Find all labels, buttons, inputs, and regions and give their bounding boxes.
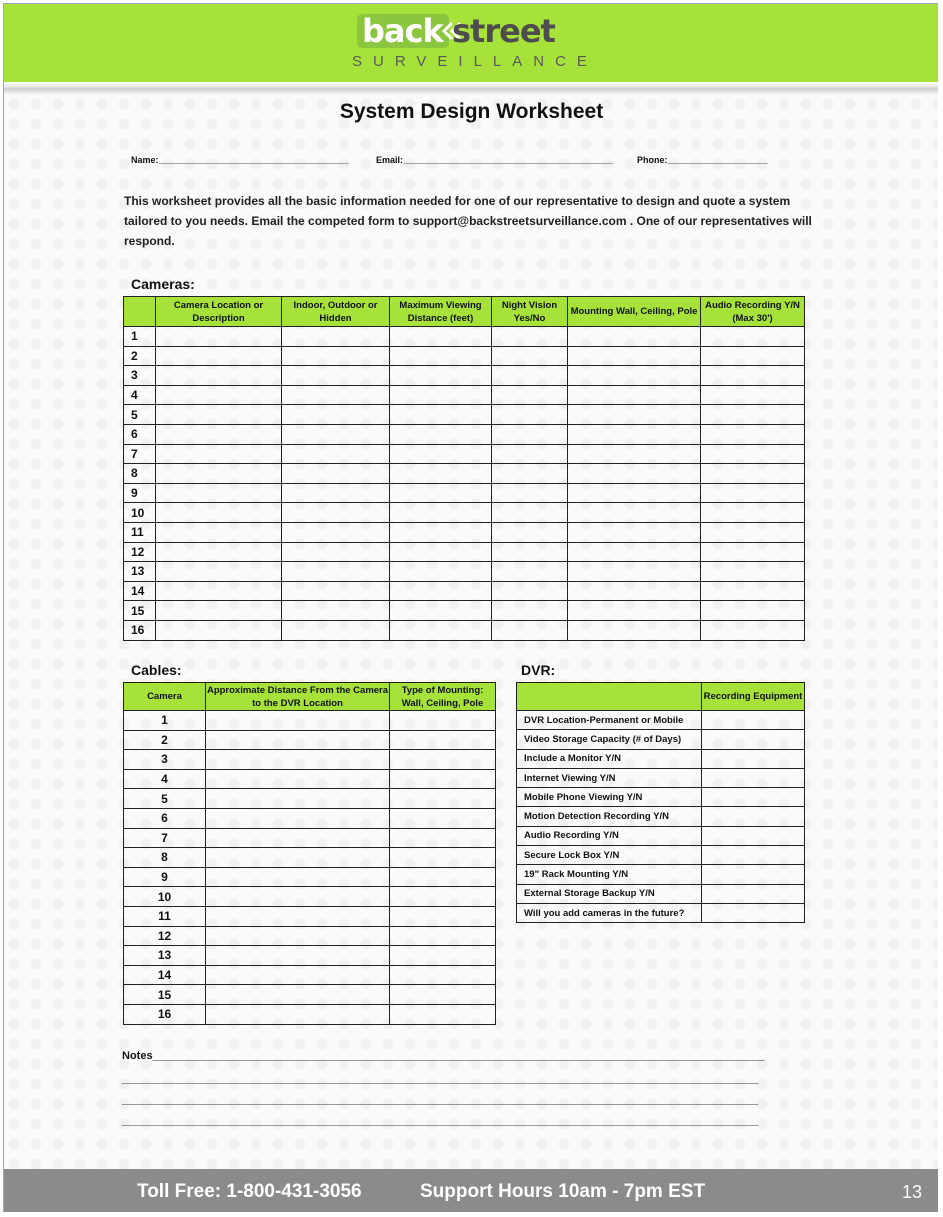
header-divider — [4, 82, 938, 94]
dvr-col-header: Recording Equipment — [702, 683, 805, 711]
row-number: 10 — [124, 887, 206, 907]
dvr-item-label: Internet Viewing Y/N — [517, 768, 702, 787]
entry-cell[interactable] — [701, 581, 805, 601]
table-row — [124, 965, 496, 985]
entry-cell[interactable] — [492, 385, 568, 405]
entry-cell[interactable] — [390, 346, 492, 366]
row-number: 2 — [124, 730, 206, 750]
cameras-table — [123, 296, 805, 641]
cameras-col-header: Camera Location or Description — [156, 297, 282, 327]
entry-cell[interactable] — [568, 620, 701, 640]
entry-cell[interactable] — [282, 503, 390, 523]
entry-cell[interactable] — [390, 926, 496, 946]
row-number: 14 — [124, 965, 206, 985]
entry-cell[interactable] — [702, 749, 805, 768]
row-number: 15 — [124, 601, 156, 621]
entry-cell[interactable] — [701, 366, 805, 386]
table-row — [124, 828, 496, 848]
entry-cell[interactable] — [390, 828, 496, 848]
entry-cell[interactable] — [206, 867, 390, 887]
entry-cell[interactable] — [492, 562, 568, 582]
row-number: 4 — [124, 769, 206, 789]
table-row — [124, 620, 805, 640]
dvr-item-label: Audio Recording Y/N — [517, 826, 702, 845]
notes-line-4[interactable]: ________________________________________________________________________________________________________ — [122, 1115, 759, 1127]
entry-cell[interactable] — [390, 405, 492, 425]
entry-cell[interactable] — [492, 405, 568, 425]
cameras-col-header: Mounting Wall, Ceiling, Pole — [568, 297, 701, 327]
cables-col-header: Type of Mounting: Wall, Ceiling, Pole — [390, 683, 496, 711]
entry-cell[interactable] — [701, 483, 805, 503]
entry-cell[interactable] — [206, 887, 390, 907]
entry-cell[interactable] — [390, 385, 492, 405]
entry-cell[interactable] — [156, 620, 282, 640]
entry-cell[interactable] — [568, 542, 701, 562]
entry-cell[interactable] — [702, 807, 805, 826]
entry-cell[interactable] — [568, 522, 701, 542]
entry-cell[interactable] — [156, 405, 282, 425]
entry-cell[interactable] — [702, 846, 805, 865]
entry-cell[interactable] — [390, 965, 496, 985]
row-number: 16 — [124, 620, 156, 640]
table-row — [124, 808, 496, 828]
entry-cell[interactable] — [390, 867, 496, 887]
table-row — [124, 1004, 496, 1024]
dvr-item-label: Secure Lock Box Y/N — [517, 846, 702, 865]
cables-header-row — [124, 683, 496, 711]
table-row — [517, 846, 805, 865]
entry-cell[interactable] — [390, 946, 496, 966]
entry-cell[interactable] — [390, 848, 496, 868]
entry-cell[interactable] — [282, 464, 390, 484]
table-row — [124, 464, 805, 484]
entry-cell[interactable] — [206, 848, 390, 868]
table-row — [517, 749, 805, 768]
entry-cell[interactable] — [206, 750, 390, 770]
table-row — [124, 946, 496, 966]
entry-cell[interactable] — [568, 581, 701, 601]
entry-cell[interactable] — [568, 464, 701, 484]
row-number: 8 — [124, 848, 206, 868]
table-row — [124, 985, 496, 1005]
cameras-heading: Cameras: — [131, 276, 195, 292]
table-row — [517, 711, 805, 730]
entry-cell[interactable] — [568, 405, 701, 425]
entry-cell[interactable] — [206, 965, 390, 985]
entry-cell[interactable] — [492, 346, 568, 366]
entry-cell[interactable] — [701, 346, 805, 366]
entry-cell[interactable] — [390, 522, 492, 542]
intro-paragraph: This worksheet provides all the basic information needed for one of our representative to design and quote a system tailored to you needs. Email the competed form to support@backstreetsurveillance.com . One of our representatives will respond. — [124, 194, 812, 248]
dvr-item-label: External Storage Backup Y/N — [517, 884, 702, 903]
table-row — [124, 327, 805, 347]
entry-cell[interactable] — [282, 424, 390, 444]
table-row — [517, 884, 805, 903]
entry-cell[interactable] — [492, 542, 568, 562]
row-number: 5 — [124, 789, 206, 809]
entry-cell[interactable] — [206, 711, 390, 731]
entry-cell[interactable] — [492, 444, 568, 464]
table-row — [124, 730, 496, 750]
entry-cell[interactable] — [282, 385, 390, 405]
entry-cell[interactable] — [206, 808, 390, 828]
entry-cell[interactable] — [206, 730, 390, 750]
entry-cell[interactable] — [702, 865, 805, 884]
table-row — [517, 903, 805, 922]
table-row — [517, 807, 805, 826]
row-number: 4 — [124, 385, 156, 405]
row-number: 5 — [124, 405, 156, 425]
entry-cell[interactable] — [156, 522, 282, 542]
entry-cell[interactable] — [156, 581, 282, 601]
entry-cell[interactable] — [282, 327, 390, 347]
entry-cell[interactable] — [568, 346, 701, 366]
table-row — [124, 926, 496, 946]
entry-cell[interactable] — [156, 601, 282, 621]
entry-cell[interactable] — [282, 346, 390, 366]
entry-cell[interactable] — [701, 601, 805, 621]
row-number: 11 — [124, 522, 156, 542]
entry-cell[interactable] — [390, 906, 496, 926]
entry-cell[interactable] — [492, 483, 568, 503]
table-row — [124, 503, 805, 523]
table-row — [517, 826, 805, 845]
dvr-item-label: Mobile Phone Viewing Y/N — [517, 788, 702, 807]
dvr-heading: DVR: — [521, 662, 556, 678]
table-row — [124, 385, 805, 405]
notes-line-1[interactable]: Notes____________________________________________________________________________________________________ — [122, 1050, 765, 1062]
logo-tagline: SURVEILLANCE — [352, 53, 598, 70]
entry-cell[interactable] — [156, 424, 282, 444]
row-number: 13 — [124, 946, 206, 966]
entry-cell[interactable] — [492, 522, 568, 542]
table-row — [124, 601, 805, 621]
entry-cell[interactable] — [156, 385, 282, 405]
entry-cell[interactable] — [206, 769, 390, 789]
entry-cell[interactable] — [390, 620, 492, 640]
entry-cell[interactable] — [390, 327, 492, 347]
row-number: 8 — [124, 464, 156, 484]
phone-field[interactable]: Phone:____________________ — [637, 155, 768, 165]
entry-cell[interactable] — [390, 483, 492, 503]
row-number: 12 — [124, 926, 206, 946]
entry-cell[interactable] — [206, 985, 390, 1005]
cameras-col-header: Indoor, Outdoor or Hidden — [282, 297, 390, 327]
entry-cell[interactable] — [701, 385, 805, 405]
entry-cell[interactable] — [282, 601, 390, 621]
entry-cell[interactable] — [390, 444, 492, 464]
cameras-col-header: Maximum Viewing Distance (feet) — [390, 297, 492, 327]
entry-cell[interactable] — [390, 581, 492, 601]
entry-cell[interactable] — [568, 562, 701, 582]
entry-cell[interactable] — [156, 542, 282, 562]
table-row — [124, 483, 805, 503]
entry-cell[interactable] — [156, 366, 282, 386]
row-number: 3 — [124, 750, 206, 770]
row-number: 7 — [124, 828, 206, 848]
cables-heading: Cables: — [131, 662, 182, 678]
dvr-col-header — [517, 683, 702, 711]
cables-col-header: Camera — [124, 683, 206, 711]
row-number: 16 — [124, 1004, 206, 1024]
row-number: 6 — [124, 424, 156, 444]
dvr-item-label: 19" Rack Mounting Y/N — [517, 865, 702, 884]
entry-cell[interactable] — [390, 808, 496, 828]
entry-cell[interactable] — [282, 581, 390, 601]
entry-cell[interactable] — [492, 620, 568, 640]
entry-cell[interactable] — [282, 562, 390, 582]
row-number: 1 — [124, 327, 156, 347]
entry-cell[interactable] — [568, 366, 701, 386]
table-row — [124, 711, 496, 731]
entry-cell[interactable] — [206, 789, 390, 809]
entry-cell[interactable] — [390, 503, 492, 523]
table-row — [124, 562, 805, 582]
entry-cell[interactable] — [492, 581, 568, 601]
entry-cell[interactable] — [701, 327, 805, 347]
table-row — [124, 789, 496, 809]
entry-cell[interactable] — [390, 1004, 496, 1024]
entry-cell[interactable] — [702, 903, 805, 922]
entry-cell[interactable] — [156, 327, 282, 347]
row-number: 10 — [124, 503, 156, 523]
dvr-item-label: Motion Detection Recording Y/N — [517, 807, 702, 826]
table-row — [124, 867, 496, 887]
table-row — [124, 366, 805, 386]
entry-cell[interactable] — [701, 522, 805, 542]
table-row — [124, 769, 496, 789]
entry-cell[interactable] — [568, 503, 701, 523]
table-row — [124, 581, 805, 601]
cables-table — [123, 682, 496, 1025]
entry-cell[interactable] — [568, 601, 701, 621]
row-number: 9 — [124, 867, 206, 887]
row-number: 3 — [124, 366, 156, 386]
dvr-table — [516, 682, 805, 923]
logo-text-street: street — [452, 12, 555, 50]
entry-cell[interactable] — [282, 522, 390, 542]
table-row — [124, 424, 805, 444]
notes-line-2[interactable]: ________________________________________________________________________________________________________ — [122, 1073, 759, 1085]
entry-cell[interactable] — [702, 884, 805, 903]
row-number: 2 — [124, 346, 156, 366]
table-row — [124, 346, 805, 366]
entry-cell[interactable] — [206, 946, 390, 966]
toll-free-number: Toll Free: 1-800-431-3056 — [137, 1181, 362, 1202]
entry-cell[interactable] — [206, 1004, 390, 1024]
entry-cell[interactable] — [156, 562, 282, 582]
entry-cell[interactable] — [568, 424, 701, 444]
entry-cell[interactable] — [568, 483, 701, 503]
entry-cell[interactable] — [701, 542, 805, 562]
entry-cell[interactable] — [156, 444, 282, 464]
entry-cell[interactable] — [156, 503, 282, 523]
table-row — [124, 906, 496, 926]
notes-line-3[interactable]: ________________________________________________________________________________________________________ — [122, 1094, 759, 1106]
entry-cell[interactable] — [282, 483, 390, 503]
table-row — [517, 788, 805, 807]
row-number: 12 — [124, 542, 156, 562]
entry-cell[interactable] — [206, 926, 390, 946]
email-field[interactable]: Email:__________________________________________ — [376, 155, 614, 165]
entry-cell[interactable] — [701, 620, 805, 640]
entry-cell[interactable] — [156, 464, 282, 484]
entry-cell[interactable] — [492, 503, 568, 523]
entry-cell[interactable] — [701, 503, 805, 523]
table-row — [517, 730, 805, 749]
name-field[interactable]: Name:______________________________________ — [131, 155, 349, 165]
entry-cell[interactable] — [492, 601, 568, 621]
row-number: 9 — [124, 483, 156, 503]
entry-cell[interactable] — [701, 444, 805, 464]
entry-cell[interactable] — [390, 601, 492, 621]
entry-cell[interactable] — [702, 768, 805, 787]
row-number: 15 — [124, 985, 206, 1005]
entry-cell[interactable] — [390, 562, 492, 582]
entry-cell[interactable] — [390, 789, 496, 809]
cables-col-header: Approximate Distance From the Camera to the DVR Location — [206, 684, 389, 709]
cameras-col-header — [124, 297, 156, 327]
page-number: 13 — [902, 1182, 923, 1202]
entry-cell[interactable] — [390, 985, 496, 1005]
logo-text-back: back — [362, 12, 443, 50]
row-number: 6 — [124, 808, 206, 828]
dvr-item-label: DVR Location-Permanent or Mobile — [517, 711, 702, 730]
table-row — [124, 542, 805, 562]
entry-cell[interactable] — [492, 464, 568, 484]
table-row — [124, 750, 496, 770]
entry-cell[interactable] — [492, 327, 568, 347]
entry-cell[interactable] — [701, 424, 805, 444]
entry-cell[interactable] — [282, 366, 390, 386]
entry-cell[interactable] — [390, 750, 496, 770]
entry-cell[interactable] — [492, 424, 568, 444]
dvr-item-label: Video Storage Capacity (# of Days) — [517, 730, 702, 749]
entry-cell[interactable] — [282, 542, 390, 562]
row-number: 13 — [124, 562, 156, 582]
entry-cell[interactable] — [156, 346, 282, 366]
cameras-col-header: Audio Recording Y/N (Max 30') — [701, 297, 805, 327]
dvr-item-label: Will you add cameras in the future? — [517, 903, 702, 922]
table-row — [517, 865, 805, 884]
entry-cell[interactable] — [390, 711, 496, 731]
table-row — [124, 522, 805, 542]
entry-cell[interactable] — [390, 366, 492, 386]
page-title: System Design Worksheet — [339, 100, 604, 123]
table-row — [517, 768, 805, 787]
entry-cell[interactable] — [702, 826, 805, 845]
entry-cell[interactable] — [282, 620, 390, 640]
row-number: 14 — [124, 581, 156, 601]
entry-cell[interactable] — [568, 444, 701, 464]
entry-cell[interactable] — [492, 366, 568, 386]
entry-cell[interactable] — [390, 730, 496, 750]
entry-cell[interactable] — [282, 444, 390, 464]
entry-cell[interactable] — [701, 562, 805, 582]
entry-cell[interactable] — [206, 906, 390, 926]
entry-cell[interactable] — [390, 769, 496, 789]
table-row — [124, 848, 496, 868]
entry-cell[interactable] — [701, 405, 805, 425]
dvr-item-label: Include a Monitor Y/N — [517, 749, 702, 768]
cameras-header-row — [124, 297, 805, 327]
entry-cell[interactable] — [390, 887, 496, 907]
dvr-header-row — [517, 683, 805, 711]
entry-cell[interactable] — [702, 788, 805, 807]
cameras-col-header: Night Vision Yes/No — [492, 297, 568, 327]
entry-cell[interactable] — [206, 828, 390, 848]
entry-cell[interactable] — [390, 464, 492, 484]
entry-cell[interactable] — [568, 327, 701, 347]
table-row — [124, 405, 805, 425]
entry-cell[interactable] — [156, 483, 282, 503]
entry-cell[interactable] — [701, 464, 805, 484]
entry-cell[interactable] — [568, 385, 701, 405]
table-row — [124, 887, 496, 907]
row-number: 11 — [124, 906, 206, 926]
row-number: 7 — [124, 444, 156, 464]
table-row — [124, 444, 805, 464]
row-number: 1 — [124, 711, 206, 731]
support-hours: Support Hours 10am - 7pm EST — [420, 1181, 706, 1202]
entry-cell[interactable] — [702, 711, 805, 730]
entry-cell[interactable] — [390, 542, 492, 562]
entry-cell[interactable] — [702, 730, 805, 749]
entry-cell[interactable] — [282, 405, 390, 425]
entry-cell[interactable] — [390, 424, 492, 444]
